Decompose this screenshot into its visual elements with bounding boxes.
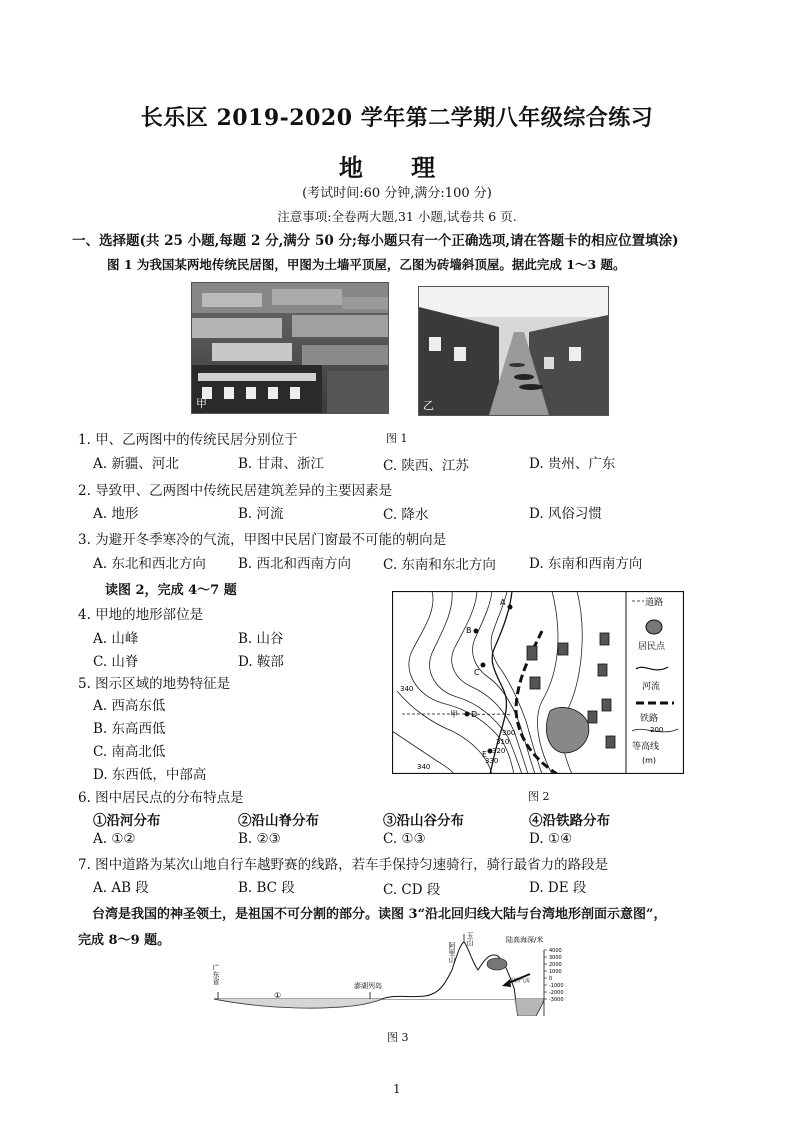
q2-stem: 2. 导致甲、乙两图中传统民居建筑差异的主要因素是 [78, 483, 393, 499]
q1-option-a[interactable]: A. 新疆、河北 [93, 456, 179, 472]
intro-q8-9-line2: 完成 8～9 题。 [78, 933, 171, 948]
contour-300: 300 [502, 729, 516, 737]
legend-contour-value: 200 [650, 726, 664, 734]
pt-a: A [500, 598, 506, 607]
q4-stem: 4. 甲地的地形部位是 [78, 607, 204, 623]
q1-stem: 1. 甲、乙两图中的传统民居分别位于 [78, 432, 298, 448]
label-circle-1: ① [274, 991, 282, 1000]
axis-tick-label: 3000 [549, 955, 562, 961]
fig3-terrain-profile [210, 930, 590, 1016]
wind-label: 湿润气流 [510, 978, 531, 984]
label-yushan: 玉山 [466, 932, 474, 946]
q7-stem: 7. 图中道路为某次山地自行车越野赛的线路，若车手保持匀速骑行，骑行最省力的路段是 [78, 857, 609, 873]
axis-ticks [544, 948, 564, 1003]
contour-310: 310 [496, 738, 510, 746]
contour-340-west: 340 [400, 685, 414, 693]
legend-contour: 等高线 [632, 742, 660, 752]
label-penghu: 澎湖列岛 [354, 982, 382, 990]
fig1-caption: 图 1 [386, 432, 408, 445]
fig2-contour-map [392, 591, 684, 774]
intro-q8-9-line1: 台湾是我国的神圣领土，是祖国不可分割的部分。读图 3“沿北回归线大陆与台湾地形剖面示意图”， [92, 907, 667, 922]
q6-statement-4: ④沿铁路分布 [529, 813, 610, 829]
axis-title: 陆高海深/米 [506, 936, 544, 944]
legend-river: 河流 [642, 682, 661, 692]
q5-option-a[interactable]: A. 西高东低 [93, 698, 166, 714]
q1-option-c[interactable]: C. 陕西、江苏 [383, 458, 469, 474]
exam-info: (考试时间:60 分钟,满分:100 分) [302, 186, 492, 201]
photo-jia-label: 甲 [196, 397, 207, 410]
subject-title: 地 理 [338, 153, 456, 182]
q5-option-c[interactable]: C. 南高北低 [93, 744, 166, 760]
page-title: 长乐区 2019-2020 学年第二学期八年级综合练习 [140, 105, 654, 131]
q6-option-b[interactable]: B. ②③ [238, 831, 281, 847]
axis-tick-label: 4000 [549, 948, 562, 954]
q2-option-b[interactable]: B. 河流 [238, 506, 284, 522]
intro-q4-7: 读图 2，完成 4～7 题 [105, 583, 237, 598]
q1-option-b[interactable]: B. 甘肃、浙江 [238, 456, 325, 472]
label-alishan: 阿里山 [448, 942, 456, 963]
q3-option-b[interactable]: B. 西北和西南方向 [238, 556, 352, 572]
fig2-caption: 图 2 [528, 790, 550, 803]
q4-option-b[interactable]: B. 山谷 [238, 631, 284, 647]
page-number: 1 [393, 1082, 401, 1096]
axis-tick-label: -1000 [549, 983, 564, 989]
pt-jia: 甲 [450, 710, 458, 719]
contour-320: 320 [492, 747, 506, 755]
q2-option-a[interactable]: A. 地形 [93, 506, 139, 522]
q6-option-c[interactable]: C. ①③ [383, 831, 426, 847]
pt-d: D [471, 710, 478, 719]
label-guangdong: 广东省 [212, 964, 220, 985]
q6-option-a[interactable]: A. ①② [93, 831, 136, 847]
q3-option-c[interactable]: C. 东南和东北方向 [383, 557, 496, 573]
contour-340-south: 340 [417, 763, 431, 771]
q5-stem: 5. 图示区域的地势特征是 [78, 676, 231, 692]
fig3-caption: 图 3 [387, 1031, 409, 1044]
axis-tick-label: 0 [549, 976, 553, 982]
q5-option-d[interactable]: D. 东西低，中部高 [93, 767, 207, 783]
q5-option-b[interactable]: B. 东高西低 [93, 721, 166, 737]
q7-option-c[interactable]: C. CD 段 [383, 882, 441, 898]
q2-option-d[interactable]: D. 风俗习惯 [529, 506, 602, 522]
q6-statement-2: ②沿山脊分布 [238, 813, 319, 829]
axis-tick-label: -3000 [549, 997, 564, 1003]
photo-yi-label: 乙 [423, 399, 434, 412]
q3-option-d[interactable]: D. 东南和西南方向 [529, 556, 643, 572]
flat-roof-houses-image [192, 283, 388, 413]
q4-option-a[interactable]: A. 山峰 [93, 631, 139, 647]
q3-stem: 3. 为避开冬季寒冷的气流，甲图中民居门窗最不可能的朝向是 [78, 532, 447, 548]
canal-town-image [419, 287, 608, 415]
exam-notice: 注意事项:全卷两大题,31 小题,试卷共 6 页. [277, 209, 517, 224]
q6-statement-3: ③沿山谷分布 [383, 813, 464, 829]
pt-e: E [482, 750, 488, 759]
axis-tick-label: -2000 [549, 990, 564, 996]
section-heading: 一、选择题(共 25 小题,每题 2 分,满分 50 分;每小题只有一个正确选项,请在答题卡的相应位置填涂) [72, 233, 679, 249]
q6-statement-1: ①沿河分布 [93, 813, 161, 829]
cloud-icon [487, 958, 507, 970]
q6-stem: 6. 图中居民点的分布特点是 [78, 790, 244, 806]
q7-option-d[interactable]: D. DE 段 [529, 880, 587, 896]
legend-road: 道路 [645, 598, 664, 608]
legend-rail: 铁路 [640, 714, 659, 724]
photo-jia [191, 282, 389, 414]
legend-settlement: 居民点 [638, 642, 666, 652]
legend-unit: (m) [642, 756, 657, 765]
q1-option-d[interactable]: D. 贵州、广东 [529, 456, 616, 472]
contour-330: 330 [485, 757, 499, 765]
intro-q1-3: 图 1 为我国某两地传统民居图，甲图为土墙平顶屋，乙图为砖墙斜顶屋。据此完成 1～3 题。 [107, 257, 626, 272]
pt-c: C [474, 668, 480, 677]
axis-tick-label: 1000 [549, 969, 562, 975]
photo-yi [418, 286, 609, 416]
q2-option-c[interactable]: C. 降水 [383, 507, 429, 523]
q4-option-c[interactable]: C. 山脊 [93, 654, 139, 670]
q6-option-d[interactable]: D. ①④ [529, 831, 573, 847]
q3-option-a[interactable]: A. 东北和西北方向 [93, 556, 206, 572]
axis-tick-label: 2000 [549, 962, 562, 968]
q7-option-b[interactable]: B. BC 段 [238, 880, 295, 896]
pt-b: B [466, 626, 472, 635]
q7-option-a[interactable]: A. AB 段 [93, 880, 149, 896]
q4-option-d[interactable]: D. 鞍部 [238, 654, 284, 670]
